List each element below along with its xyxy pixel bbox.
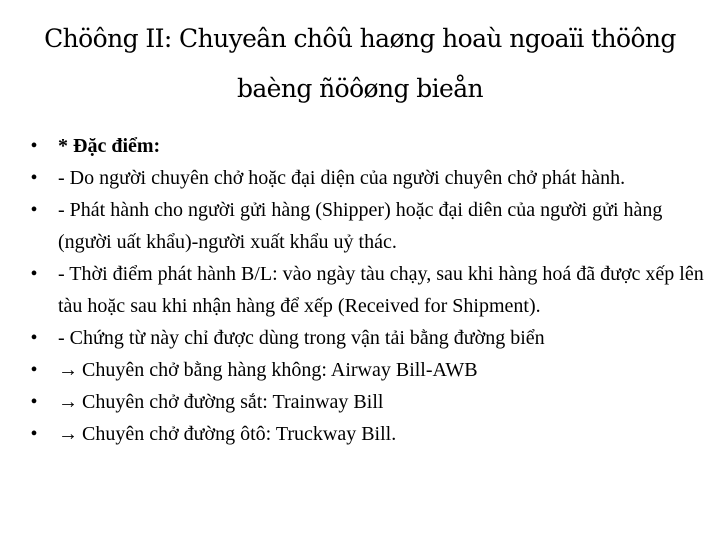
bullet-icon: • (30, 135, 38, 157)
bullet-icon: • (30, 167, 38, 189)
arrow-right-icon: → (58, 423, 78, 445)
slide-title (20, 14, 700, 114)
bullet-icon: • (30, 263, 38, 285)
bullet-item-features-heading (26, 130, 706, 162)
slide-title-line-1: Chöông II: Chuyeân chôû haøng hoaù ngoaïi thöông (44, 24, 676, 53)
bullet-icon: • (30, 359, 38, 381)
bullet-text: Chuyên chở đường sắt: Trainway Bill (82, 391, 384, 413)
bullet-text: Chuyên chở đường ôtô: Truckway Bill. (82, 423, 397, 445)
bullet-item-issuer (26, 162, 706, 194)
bullet-item-road (26, 418, 706, 450)
bullet-text: * Đặc điểm: (58, 135, 161, 157)
bullet-icon: • (30, 327, 38, 349)
bullet-item-sea-only (26, 322, 706, 354)
bullet-text: - Thời điểm phát hành B/L: vào ngày tàu chạy, sau khi hàng hoá đã được xếp lên tàu hoặc sau khi nhận hàng để xếp (Received for Shipment). (58, 263, 704, 317)
bullet-item-recipient (26, 194, 706, 258)
slide-title-line-2: baèng ñöôøng bieån (236, 74, 484, 103)
bullet-text: - Chứng từ này chỉ được dùng trong vận tải bằng đường biển (58, 327, 545, 349)
bullet-text: - Do người chuyên chở hoặc đại diện của người chuyên chở phát hành. (58, 167, 626, 189)
bullet-item-rail (26, 386, 706, 418)
bullet-list (26, 130, 706, 450)
bullet-item-air (26, 354, 706, 386)
arrow-right-icon: → (58, 359, 78, 381)
arrow-right-icon: → (58, 391, 78, 413)
bullet-icon: • (30, 391, 38, 413)
bullet-text: - Phát hành cho người gửi hàng (Shipper) hoặc đại diên của người gửi hàng (người uất khẩu)-người xuất khẩu uỷ thác. (58, 199, 663, 253)
bullet-icon: • (30, 423, 38, 445)
bullet-icon: • (30, 199, 38, 221)
bullet-text: Chuyên chở bằng hàng không: Airway Bill-AWB (82, 359, 478, 381)
bullet-item-issue-time (26, 258, 706, 322)
